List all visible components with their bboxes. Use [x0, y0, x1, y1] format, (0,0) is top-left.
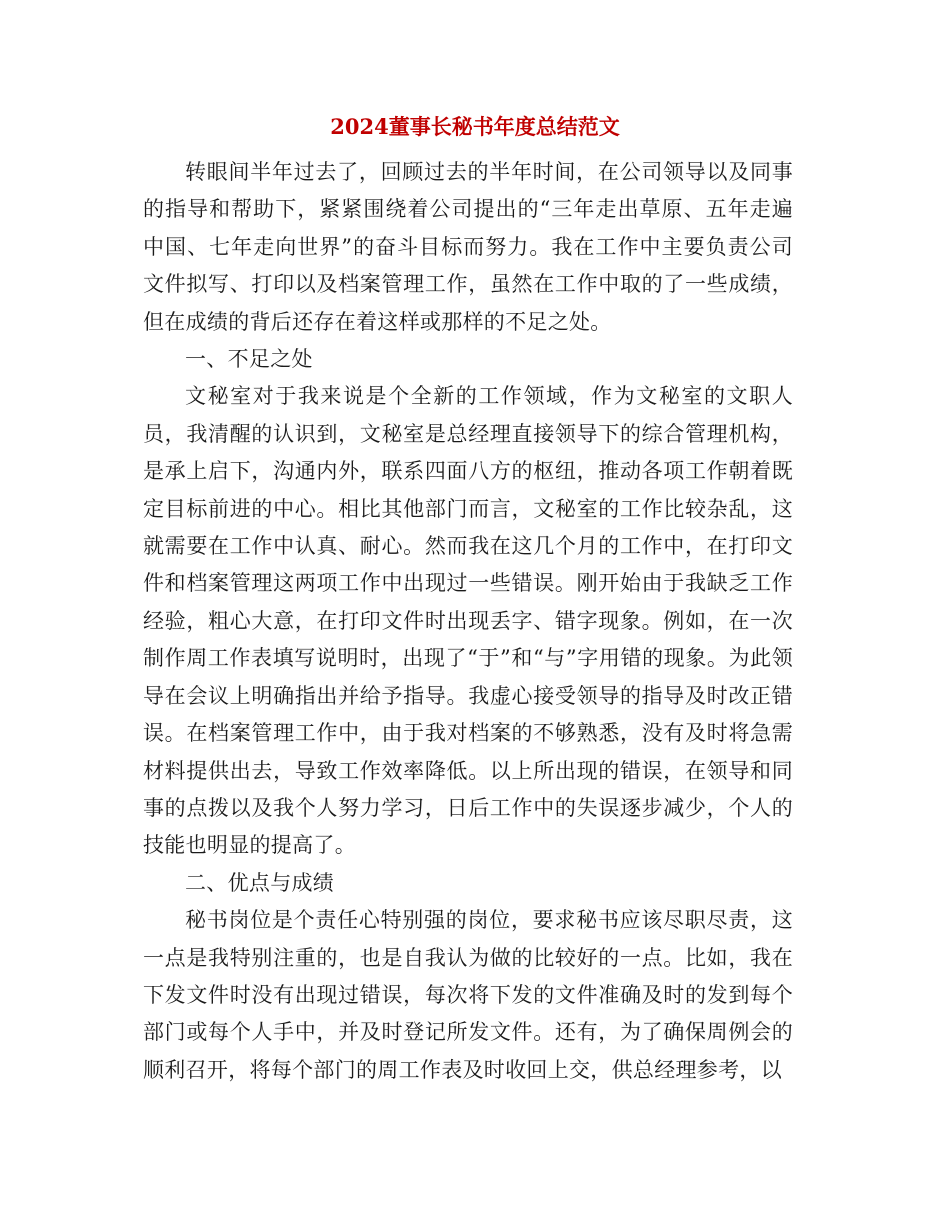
intro-paragraph: 转眼间半年过去了，回顾过去的半年时间，在公司领导以及同事的指导和帮助下，紧紧围绕着公司提出的“三年走出草原、五年走遍中国、七年走向世界”的奋斗目标而努力。我在工作中主要负责公司文件拟写、打印以及档案管理工作，虽然在工作中取的了一些成绩，但在成绩的背后还存在着这样或那样的不足之处。	[143, 160, 793, 334]
achievements-paragraph: 秘书岗位是个责任心特别强的岗位，要求秘书应该尽职尽责，这一点是我特别注重的，也是自我认为做的比较好的一点。比如，我在下发文件时没有出现过错误，每次将下发的文件准确及时的发到每个部门或每个人手中，并及时登记所发文件。还有，为了确保周例会的顺利召开，将每个部门的周工作表及时收回上交，供总经理参考，以	[143, 908, 793, 1082]
shortcomings-paragraph: 文秘室对于我来说是个全新的工作领域，作为文秘室的文职人员，我清醒的认识到，文秘室是总经理直接领导下的综合管理机构，是承上启下，沟通内外，联系四面八方的枢纽，推动各项工作朝着既定目标前进的中心。相比其他部门而言，文秘室的工作比较杂乱，这就需要在工作中认真、耐心。然而我在这几个月的工作中，在打印文件和档案管理这两项工作中出现过一些错误。刚开始由于我缺乏工作经验，粗心大意，在打印文件时出现丢字、错字现象。例如，在一次制作周工作表填写说明时，出现了“于”和“与”字用错的现象。为此领导在会议上明确指出并给予指导。我虚心接受领导的指导及时改正错误。在档案管理工作中，由于我对档案的不够熟悉，没有及时将急需材料提供出去，导致工作效率降低。以上所出现的错误，在领导和同事的点拨以及我个人努力学习，日后工作中的失误逐步减少，个人的技能也明显的提高了。	[143, 384, 793, 858]
section-heading-shortcomings: 一、不足之处	[185, 347, 313, 372]
document-title: 2024董事长秘书年度总结范文	[330, 114, 620, 139]
section-heading-achievements: 二、优点与成绩	[185, 870, 335, 895]
document-body	[143, 154, 793, 1089]
